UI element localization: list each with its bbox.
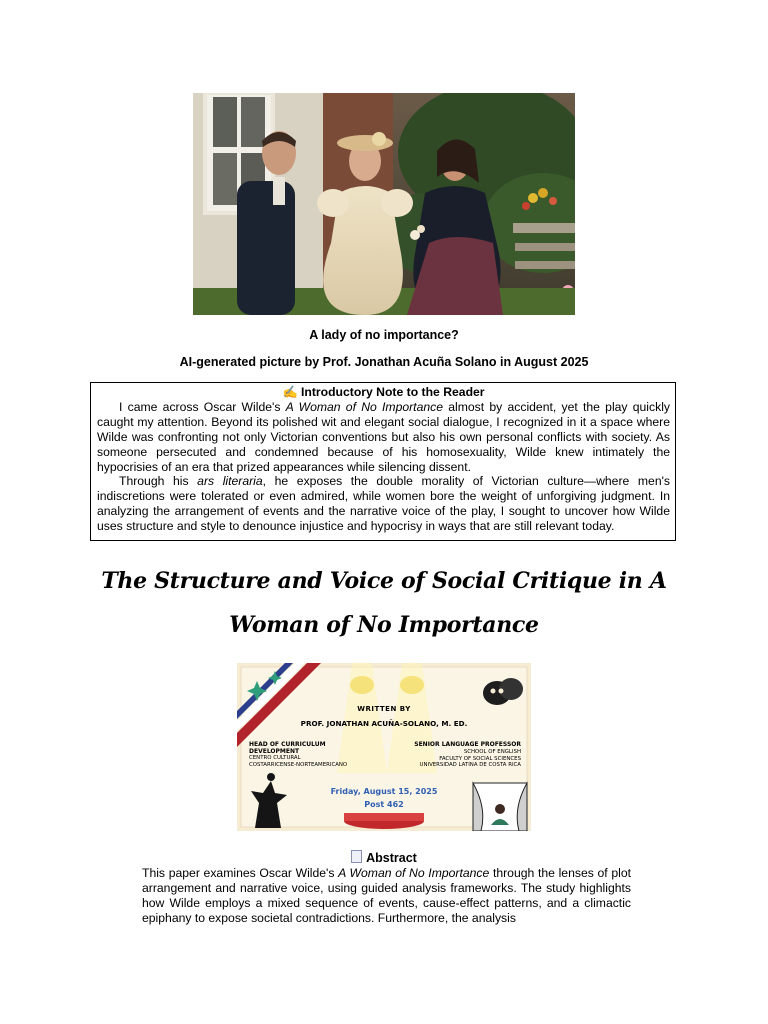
intro-note-title-text: Introductory Note to the Reader [301, 385, 485, 399]
ars-literaria-italic: ars literaria [197, 474, 263, 489]
banner-left-role-1: HEAD OF CURRICULUM [249, 741, 326, 748]
intro-note-title [97, 385, 670, 400]
article-title-line-1: The Structure and Voice of Social Critique in A [101, 568, 667, 594]
banner-author: PROF. JONATHAN ACUÑA-SOLANO, M. ED. [300, 719, 468, 728]
banner-right-org-3: UNIVERSIDAD LATINA DE COSTA RICA [419, 762, 521, 768]
banner-right-org [420, 749, 522, 769]
abstract-text-b: through the lenses of plot arrangement and narrative voice, using guided analysis frameworks. The study highlights how Wilde employs a mixed sequence of events, cause-effect patterns, and a climactic epiphany to expose societal contradictions. Furthermore, the analysis [142, 866, 632, 925]
abstract-text-a: This paper examines Oscar Wilde's [142, 866, 339, 880]
article-title-line-2: Woman of No Importance [229, 612, 539, 638]
writing-hand-icon: ✍ [282, 385, 298, 399]
banner-left-org-1: CENTRO CULTURAL [249, 755, 301, 761]
abstract-title-text: Abstract [366, 851, 417, 865]
abstract-paragraph [142, 866, 631, 926]
banner-right-role: SENIOR LANGUAGE PROFESSOR [414, 741, 521, 748]
banner-left-org-2: COSTARRICENSE-NORTEAMERICANO [249, 761, 348, 768]
intro-p2-text-b: , he exposes the double morality of Victorian culture—where men's indiscretions were tolerated or even admired, while women bore the weight of unforgiving judgment. In analyzing the arrangement of events and the narrative voice of the play, I sought to uncover how Wilde uses structure and style to denounce injustice and hypocrisy in ways that are still relevant today. [97, 474, 671, 534]
intro-note-box [90, 382, 676, 541]
post-banner [237, 663, 531, 831]
document-icon [351, 850, 362, 863]
banner-right-org-2: FACULTY OF SOCIAL SCIENCES [439, 755, 521, 762]
banner-post-number: Post 462 [364, 800, 404, 809]
figure-caption-title: A lady of no importance? [309, 328, 459, 342]
play-title-italic: A Woman of No Importance [285, 399, 443, 414]
intro-paragraph-2 [97, 474, 670, 534]
abstract-title [0, 850, 768, 865]
abstract-play-title-italic: A Woman of No Importance [338, 866, 490, 880]
banner-written-by: WRITTEN BY [357, 705, 411, 713]
intro-p2-text-a: Through his [119, 474, 198, 489]
intro-paragraph-1 [97, 400, 670, 475]
intro-p1-text-a: I came across Oscar Wilde's [119, 399, 286, 414]
intro-p1-text-b: almost by accident, yet the play quickly caught my attention. Beyond its polished wit and elegant social dialogue, I recognized in it a space where Wilde was confronting not only Victorian conventions but also his own personal conflicts with society. As someone persecuted and condemned because of his homosexuality, Wilde knew intimately the hypocrisies of an era that prized appearances while silencing dissent. [97, 399, 671, 474]
banner-date: Friday, August 15, 2025 [330, 787, 438, 796]
figure-caption-credit: AI-generated picture by Prof. Jonathan Acuña Solano in August 2025 [179, 355, 589, 369]
banner-left-org [249, 755, 347, 768]
banner-right-org-1: SCHOOL OF ENGLISH [463, 749, 521, 755]
featured-photo [193, 93, 575, 315]
banner-left-role [249, 741, 326, 755]
banner-left-role-2: DEVELOPMENT [249, 748, 300, 755]
abstract-body [142, 866, 631, 926]
